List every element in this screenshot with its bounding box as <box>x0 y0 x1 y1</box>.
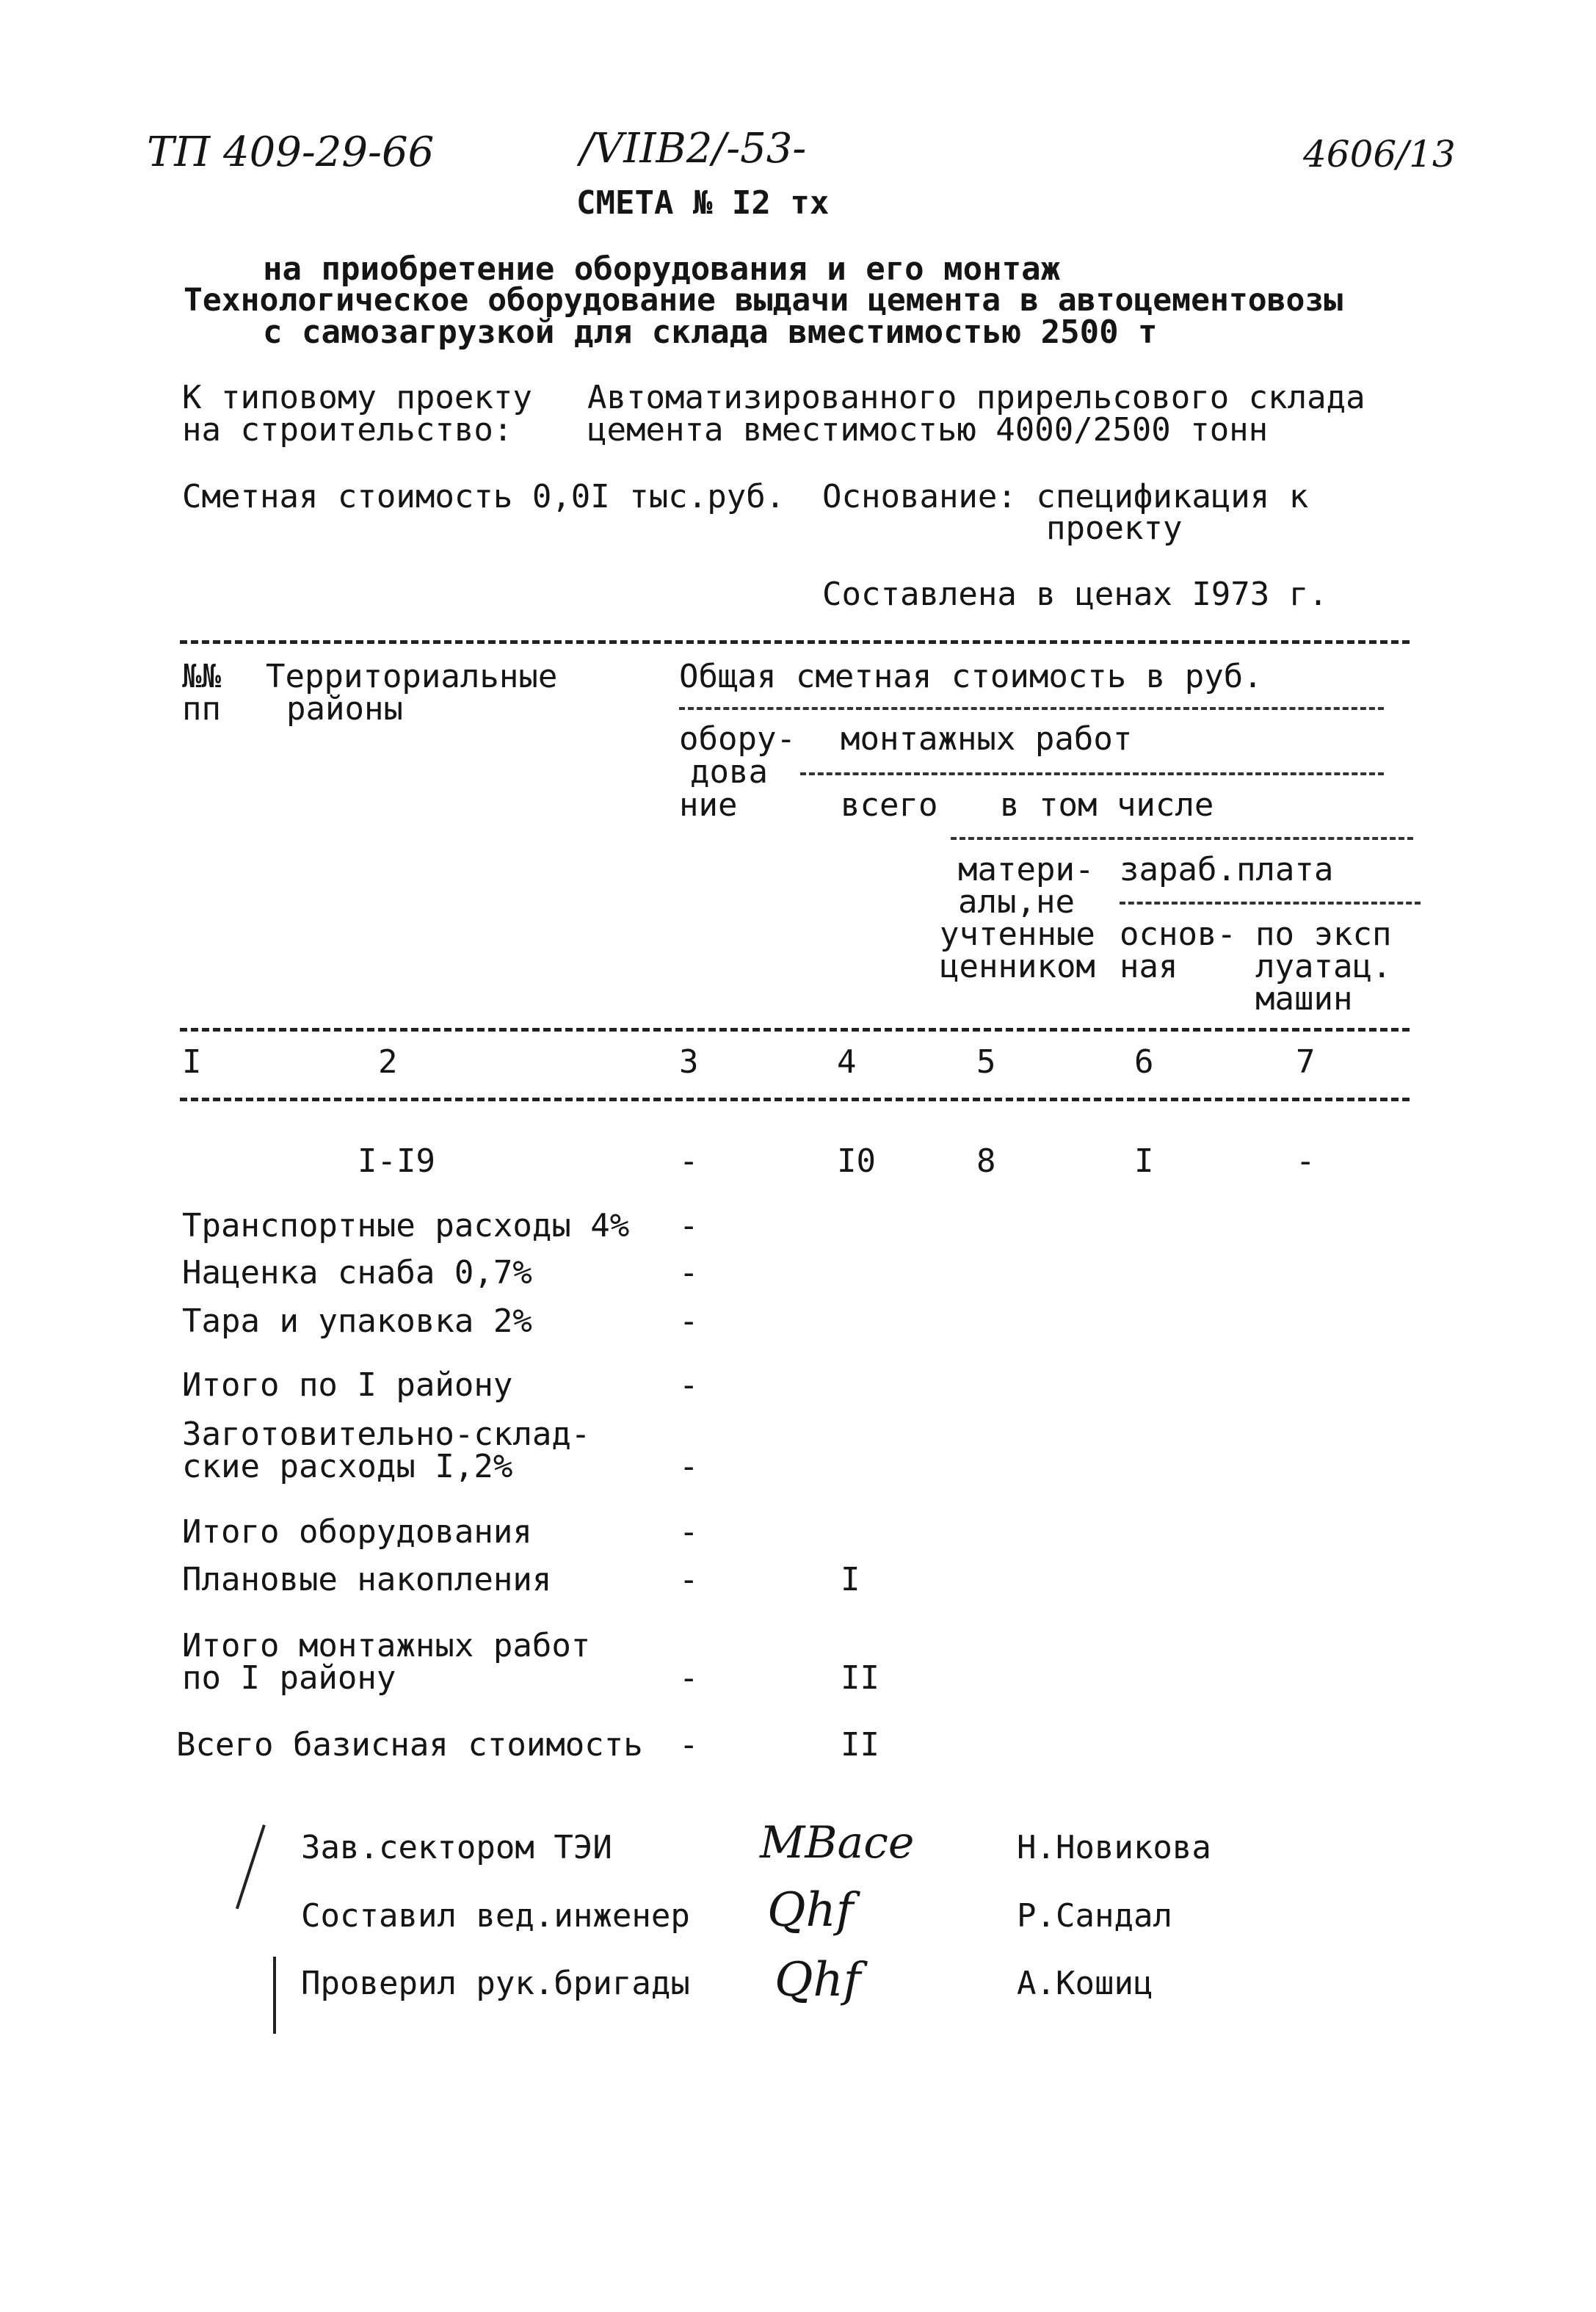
summary-equipment: - <box>679 1513 699 1551</box>
main-row-region: I-I9 <box>358 1142 435 1180</box>
materials-head-4: ценником <box>940 948 1095 985</box>
incl-head: в том числе <box>1000 786 1214 824</box>
col-number-1: I <box>182 1043 202 1081</box>
project-code: ТП 409-29-66 <box>147 128 435 176</box>
col-region-head-2: районы <box>286 690 403 728</box>
main-wage-head-2: ная <box>1120 948 1178 985</box>
signature-role: Составил вед.инженер <box>301 1897 690 1935</box>
project-value-2: цемента вместимостью 4000/2500 тонн <box>587 411 1269 449</box>
summary-label: Заготовительно-склад- <box>182 1416 591 1453</box>
estimate-title: СМЕТА № I2 тх <box>576 184 830 222</box>
summary-label-continued: по I району <box>182 1659 396 1697</box>
price-level: Составлена в ценах I973 г. <box>822 576 1328 613</box>
machines-head-2: луатац. <box>1255 948 1392 985</box>
main-row-equipment: - <box>679 1142 699 1180</box>
project-label-1: К типовому проекту <box>182 379 532 416</box>
summary-equipment: - <box>679 1302 699 1340</box>
main-row-materials: 8 <box>976 1142 996 1180</box>
summary-label: Тара и упаковка 2% <box>182 1302 532 1340</box>
signature-name: А.Кошиц <box>1017 1965 1153 2002</box>
table-top-rule <box>180 640 1410 644</box>
col-num-head-2: пп <box>182 690 221 728</box>
cost-basis-2: проекту <box>1046 510 1183 547</box>
summary-label: Итого оборудования <box>182 1513 532 1551</box>
col-number-4: 4 <box>837 1043 857 1081</box>
main-wage-head-1: основ- <box>1120 916 1236 953</box>
col-number-5: 5 <box>976 1043 996 1081</box>
signature-name: Р.Сандал <box>1017 1897 1172 1935</box>
rule-under-incl <box>951 837 1413 840</box>
equipment-head-1: обору- <box>679 720 796 758</box>
wages-head: зараб.плата <box>1120 851 1334 888</box>
main-row-install-total: I0 <box>837 1142 876 1180</box>
summary-label: Всего базисная стоимость <box>176 1726 643 1764</box>
machines-head-3: машин <box>1255 980 1353 1018</box>
summary-equipment: - <box>679 1254 699 1291</box>
materials-head-2: алы,не <box>958 883 1075 921</box>
sheet-mark: /VIIB2/-53- <box>580 125 807 173</box>
summary-install: II <box>841 1726 879 1764</box>
col-number-3: 3 <box>679 1043 699 1081</box>
summary-label-continued: ские расходы I,2% <box>182 1448 513 1485</box>
rule-under-wages <box>1120 902 1421 905</box>
signature-role: Проверил рук.бригады <box>301 1965 690 2002</box>
numbers-bottom-rule <box>180 1098 1410 1101</box>
equipment-head-3: ние <box>679 786 738 824</box>
col-region-head-1: Территориальные <box>266 658 558 695</box>
main-row-main-wage: I <box>1134 1142 1154 1180</box>
summary-label: Наценка снаба 0,7% <box>182 1254 532 1291</box>
signature-mark: Qhf <box>767 1883 854 1938</box>
signature-role: Зав.сектором ТЭИ <box>301 1829 612 1866</box>
total-cost-head: Общая сметная стоимость в руб. <box>679 658 1263 695</box>
signature-mark: МВасе <box>760 1817 915 1869</box>
summary-equipment: - <box>679 1207 699 1244</box>
main-row-machines: - <box>1296 1142 1316 1180</box>
signature-mark: Qhf <box>775 1953 861 2007</box>
signature-bracket-bottom <box>273 1957 276 2034</box>
equipment-head-2: дова <box>690 753 768 791</box>
cost-basis-1: Основание: спецификация к <box>822 478 1309 515</box>
materials-head-3: учтенные <box>940 916 1095 953</box>
signature-name: Н.Новикова <box>1017 1829 1211 1866</box>
summary-label: Итого по I району <box>182 1366 513 1404</box>
col-number-7: 7 <box>1296 1043 1316 1081</box>
estimate-subtitle-3: с самозагрузкой для склада вместимостью 2500 т <box>263 314 1158 351</box>
rule-under-total <box>679 707 1384 710</box>
summary-label: Плановые накопления <box>182 1561 552 1598</box>
estimated-cost: Сметная стоимость 0,0I тыс.руб. <box>182 478 786 515</box>
summary-label: Транспортные расходы 4% <box>182 1207 630 1244</box>
signature-bracket-top <box>236 1824 266 1909</box>
project-value-1: Автоматизированного прирельсового склада <box>587 379 1365 416</box>
col-number-2: 2 <box>378 1043 398 1081</box>
estimate-subtitle-1: на приобретение оборудования и его монтаж <box>263 250 1061 288</box>
project-label-2: на строительство: <box>182 411 513 449</box>
col-number-6: 6 <box>1134 1043 1154 1081</box>
summary-equipment: - <box>679 1561 699 1598</box>
col-num-head-1: №№ <box>182 658 221 695</box>
archive-number: 4606/13 <box>1303 133 1456 175</box>
machines-head-1: по эксп <box>1255 916 1392 953</box>
summary-equipment: - <box>679 1366 699 1404</box>
rule-under-install <box>800 772 1384 775</box>
summary-install: II <box>841 1659 879 1697</box>
summary-label: Итого монтажных работ <box>182 1627 591 1664</box>
summary-equipment: - <box>679 1726 699 1764</box>
install-head: монтажных работ <box>841 720 1133 758</box>
header-bottom-rule <box>180 1028 1410 1032</box>
install-total-head: всего <box>841 786 938 824</box>
materials-head-1: матери- <box>958 851 1095 888</box>
summary-install: I <box>841 1561 860 1598</box>
summary-equipment: - <box>679 1659 699 1697</box>
estimate-subtitle-2: Технологическое оборудование выдачи цемента в автоцементовозы <box>184 282 1343 319</box>
summary-equipment: - <box>679 1448 699 1485</box>
